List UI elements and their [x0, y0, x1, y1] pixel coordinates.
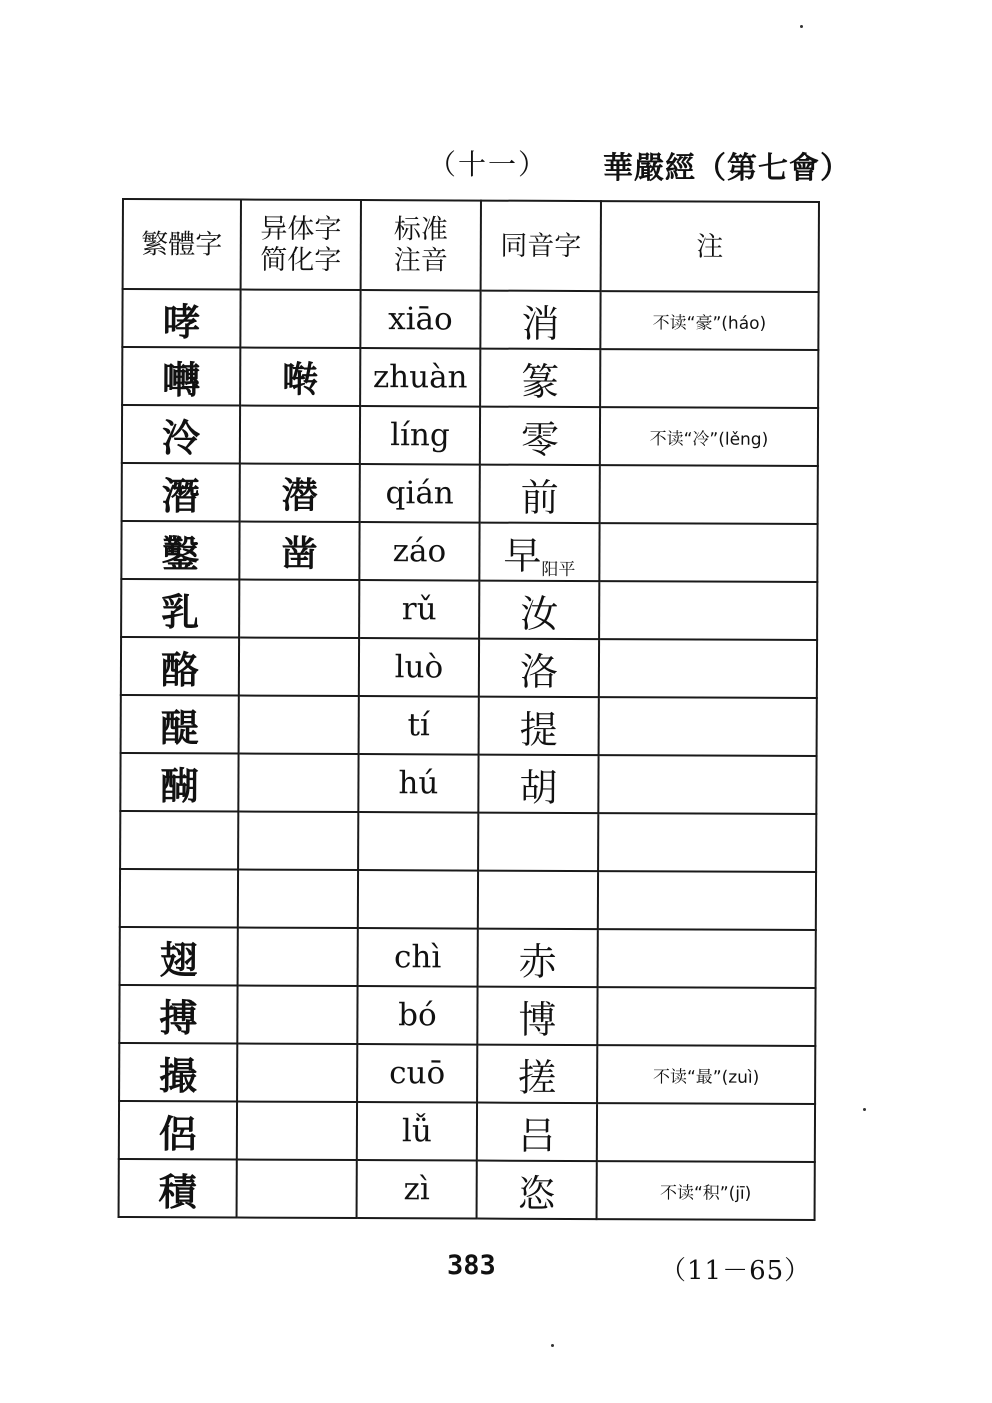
pinyin-cell [360, 290, 480, 349]
table-body [119, 289, 819, 1220]
pinyin-cell [359, 638, 479, 697]
header-pinyin-line2: 注音 [393, 245, 448, 277]
traditional-char-text: 泠 [161, 415, 201, 460]
section-number: （十一） [428, 148, 549, 181]
variant-char-cell [239, 522, 359, 581]
homophone-cell [480, 349, 600, 408]
homophone-cell [478, 813, 598, 872]
homophone-cell [479, 697, 599, 756]
note-cell [600, 407, 818, 466]
variant-char-cell [238, 754, 358, 813]
table-row [121, 695, 817, 756]
table-header-row [123, 199, 819, 292]
variant-char-cell [240, 348, 360, 407]
header-variant-line1: 异体字 [260, 213, 342, 245]
homophone-text: 博 [518, 997, 557, 1042]
pinyin-text: cuō [389, 1055, 446, 1092]
pinyin-cell [359, 580, 479, 639]
homophone-text: 胡 [519, 765, 558, 810]
homophone-text: 早 [503, 533, 542, 578]
homophone-cell [480, 291, 600, 350]
homophone-text: 吕 [517, 1113, 557, 1158]
pinyin-cell [357, 1102, 477, 1161]
sutra-title: 華嚴經（第七會） [603, 151, 851, 186]
header-homophone: 同音字 [481, 201, 601, 292]
homophone-text: 零 [520, 417, 560, 462]
traditional-char-cell [120, 927, 238, 986]
scan-speck [551, 1344, 554, 1347]
table-row [120, 811, 816, 872]
variant-char-cell [237, 1044, 357, 1103]
variant-char-cell [239, 580, 359, 639]
pinyin-text: luò [394, 649, 444, 686]
variant-char-text: 潜 [281, 475, 318, 517]
pinyin-text: hú [398, 765, 439, 802]
traditional-char-cell [122, 289, 240, 348]
homophone-cell [477, 987, 597, 1046]
traditional-char-cell [121, 637, 239, 696]
traditional-char-cell [120, 811, 238, 870]
note-text: 不读“豪”(háo) [652, 312, 767, 334]
header-note: 注 [601, 201, 819, 292]
note-cell [597, 1103, 815, 1162]
table-row [120, 753, 816, 814]
variant-char-text: 凿 [281, 533, 318, 575]
pinyin-text: qián [385, 475, 454, 512]
homophone-cell [478, 755, 598, 814]
homophone-text: 恣 [517, 1171, 556, 1216]
pinyin-cell [358, 928, 478, 987]
pinyin-cell [357, 1160, 477, 1219]
table-row [119, 1043, 815, 1104]
traditional-char-cell [119, 1159, 237, 1218]
pinyin-cell [360, 348, 480, 407]
table-row [120, 869, 816, 930]
pinyin-text: líng [390, 417, 450, 454]
traditional-char-text: 囀 [162, 357, 201, 402]
traditional-char-text: 翅 [159, 937, 198, 982]
homophone-cell [479, 523, 599, 582]
scan-speck [863, 1108, 866, 1111]
table-row [121, 521, 817, 582]
note-text: 不读“最”(zuì) [652, 1066, 760, 1088]
homophone-cell [477, 1045, 597, 1104]
pinyin-text: rǔ [401, 591, 437, 628]
section-code: （11－65） [660, 1256, 812, 1286]
header-traditional: 繁體字 [123, 199, 241, 290]
pinyin-text: chì [393, 939, 442, 976]
note-text: 不读“冷”(lěng) [649, 428, 769, 450]
variant-char-cell [237, 986, 357, 1045]
variant-char-cell [240, 464, 360, 523]
note-cell [597, 1161, 815, 1220]
note-cell [599, 639, 817, 698]
note-cell [600, 349, 818, 408]
traditional-char-cell [121, 521, 239, 580]
note-cell [598, 813, 816, 872]
note-cell [599, 697, 817, 756]
variant-char-cell [238, 870, 358, 929]
traditional-char-text: 酪 [160, 647, 200, 692]
homophone-text: 洛 [519, 649, 559, 694]
traditional-char-text: 侶 [158, 1111, 198, 1156]
note-cell [599, 523, 817, 582]
table-row [121, 579, 817, 640]
pinyin-cell [357, 986, 477, 1045]
note-cell [600, 465, 818, 524]
table-row [122, 347, 818, 408]
table-row [122, 289, 818, 350]
traditional-char-cell [119, 985, 237, 1044]
traditional-char-text: 撮 [159, 1053, 198, 1098]
note-cell [598, 755, 816, 814]
traditional-char-cell [121, 579, 239, 638]
pinyin-text: lǚ [401, 1113, 432, 1150]
pinyin-text: zì [403, 1171, 430, 1208]
traditional-char-text: 積 [158, 1169, 197, 1214]
homophone-cell [479, 639, 599, 698]
variant-char-cell [240, 406, 360, 465]
pinyin-cell [359, 522, 479, 581]
traditional-char-cell [121, 695, 239, 754]
homophone-cell [479, 581, 599, 640]
traditional-char-cell [119, 1101, 237, 1160]
note-cell [598, 871, 816, 930]
note-text: 不读“积”(jī) [659, 1182, 752, 1204]
traditional-char-cell [122, 463, 240, 522]
note-cell [600, 291, 818, 350]
variant-char-cell [238, 928, 358, 987]
pinyin-cell [360, 406, 480, 465]
traditional-char-cell [122, 347, 240, 406]
traditional-char-text: 搏 [159, 995, 198, 1040]
traditional-char-cell [120, 869, 238, 928]
variant-char-cell [238, 812, 358, 871]
pronunciation-table [118, 198, 820, 1221]
traditional-char-cell [119, 1043, 237, 1102]
variant-char-text: 啭 [282, 359, 319, 401]
pinyin-cell [358, 870, 478, 929]
pinyin-cell [360, 464, 480, 523]
homophone-cell [478, 929, 598, 988]
header-variant-simplified [241, 200, 361, 291]
header-standard-pinyin [361, 200, 481, 291]
homophone-text: 消 [521, 301, 560, 346]
tone-note: 阳平 [541, 559, 576, 580]
table-row [121, 637, 817, 698]
pinyin-text: bó [398, 997, 437, 1034]
pinyin-text: tí [407, 707, 430, 744]
header-pinyin-line1: 标准 [393, 214, 448, 246]
homophone-cell [480, 407, 600, 466]
note-cell [598, 929, 816, 988]
pinyin-text: záo [392, 533, 447, 570]
page-number: 383 [447, 1250, 496, 1281]
table-row [119, 1101, 815, 1162]
scan-speck [800, 25, 803, 28]
homophone-text: 汝 [520, 591, 559, 636]
table-row [120, 927, 816, 988]
note-cell [599, 581, 817, 640]
variant-char-cell [237, 1102, 357, 1161]
header-variant-line2: 简化字 [260, 244, 342, 276]
pinyin-cell [357, 1044, 477, 1103]
homophone-cell [478, 871, 598, 930]
note-cell [597, 987, 815, 1046]
table-row [122, 463, 818, 524]
homophone-text: 前 [520, 475, 559, 520]
traditional-char-text: 醍 [160, 705, 199, 750]
variant-char-cell [240, 290, 360, 349]
traditional-char-text: 醐 [160, 763, 199, 808]
pinyin-text: xiāo [388, 301, 453, 338]
table-row [119, 1159, 815, 1220]
traditional-char-text: 乳 [161, 589, 200, 634]
homophone-cell [480, 465, 600, 524]
table-row [122, 405, 818, 466]
traditional-char-text: 哮 [162, 299, 201, 344]
variant-char-cell [237, 1160, 357, 1219]
pinyin-cell [358, 754, 478, 813]
pinyin-text: zhuàn [372, 359, 468, 396]
traditional-char-cell [122, 405, 240, 464]
variant-char-cell [239, 638, 359, 697]
homophone-cell [477, 1161, 597, 1220]
homophone-text: 提 [519, 707, 558, 752]
homophone-text: 赤 [518, 939, 557, 984]
traditional-char-text: 鑿 [161, 531, 200, 576]
homophone-text: 搓 [518, 1055, 557, 1100]
homophone-text: 篆 [521, 359, 560, 404]
variant-char-cell [239, 696, 359, 755]
note-cell [597, 1045, 815, 1104]
traditional-char-text: 潛 [161, 473, 200, 518]
pinyin-cell [358, 812, 478, 871]
homophone-cell [477, 1103, 597, 1162]
traditional-char-cell [120, 753, 238, 812]
table-row [119, 985, 815, 1046]
pinyin-cell [359, 696, 479, 755]
